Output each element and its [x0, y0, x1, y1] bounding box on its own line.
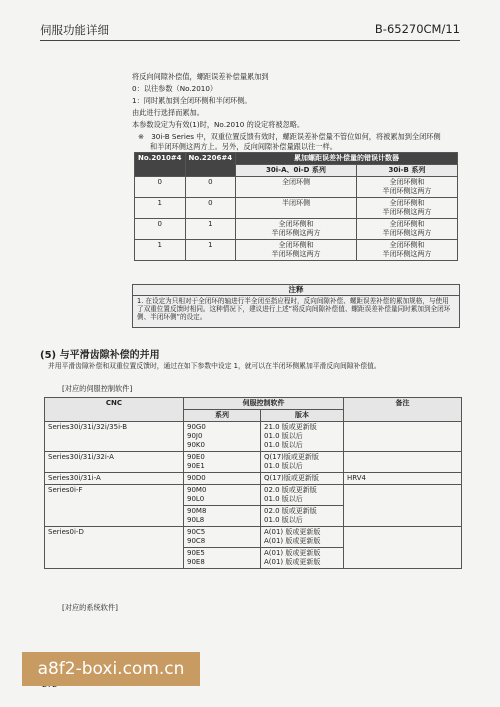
table-row: Series30i/31i/32i/35i-B 90G0 90J0 90K0 21.0 版或更新版 01.0 版以后 01.0 版以后: [45, 422, 462, 452]
watermark-banner: a8f2-boxi.com.cn: [22, 652, 200, 686]
section-title: (5) 与平滑齿隙补偿的并用: [40, 350, 160, 361]
note-title: 注释: [133, 285, 459, 296]
intro-line: 1：同时累加到全闭环侧和半闭环侧。: [132, 96, 252, 105]
intro-line: 0：以往参数（No.2010）: [132, 84, 218, 93]
col-header: 版本: [261, 410, 344, 422]
header-title: 伺服功能详细: [40, 23, 109, 37]
intro-line: 本参数设定为有效(1)时，No.2010 的设定将被忽略。: [132, 120, 305, 129]
col-header: 伺服控制软件: [184, 398, 344, 410]
col-header: 累加螺距误差补偿量的错误计数器: [236, 153, 458, 165]
compensation-table: [134, 152, 458, 261]
sub-header: 30i-A、0i-D 系列: [236, 165, 357, 177]
section-desc: 并用平滑齿隙补偿和双重位置反馈时，通过在如下参数中设定 1，就可以在半闭环侧累加平滑反向间隙补偿值。: [48, 362, 381, 370]
note-box: [132, 284, 460, 328]
table-row: Series30i/31i/32i-A 90E0 90E1 Q(17)版或更新版 01.0 版以后: [45, 452, 462, 473]
table-row: 90M8 90L8 02.0 版或更新版 01.0 版以后: [45, 506, 462, 527]
header-doc-number: B-65270CM/11: [374, 22, 460, 36]
system-software-label: [对应的系统软件]: [62, 603, 118, 612]
page-header: [40, 18, 460, 41]
intro-line: ※ 30i-B Series 中，双重位置反馈有效时，螺距误差补偿量不管位如何，将被累加到全闭环侧: [138, 132, 441, 141]
table-row: 0 0 全闭环侧 全闭环侧和 半闭环侧这两方: [135, 177, 458, 198]
table-row: 0 1 全闭环侧和 半闭环侧这两方 全闭环侧和 半闭环侧这两方: [135, 219, 458, 240]
servo-software-table: [44, 397, 462, 569]
sub-header: 30i-B 系列: [356, 165, 457, 177]
note-body: 1. 在设定为只相对于全闭环的轴进行半全闭至指应程时，反向间隙补偿、螺距误差补偿的累加规格，与使用了双重位置反馈时相同。这种情况下，建议进行上述“将反向间隙补偿值、螺距误差补偿量同时累加到全闭环侧、半闭环侧”的设定。: [137, 297, 451, 322]
table-row: Series30i/31i-A 90D0 Q(17)版或更新版 HRV4: [45, 473, 462, 485]
table-row: Series0i-D 90C5 90C8 A(01) 版或更新版 A(01) 版或更新版: [45, 527, 462, 548]
software-label: [对应的伺服控制软件]: [62, 384, 133, 393]
col-header: 系列: [184, 410, 261, 422]
col-header: No.2010#4: [135, 153, 186, 177]
intro-line: 由此进行选择而累加。: [132, 108, 204, 117]
table-row: 1 1 全闭环侧和 半闭环侧这两方 全闭环侧和 半闭环侧这两方: [135, 240, 458, 261]
table-row: Series0i-F 90M0 90L0 02.0 版或更新版 01.0 版以后: [45, 485, 462, 506]
table-row: 90E5 90E8 A(01) 版或更新版 A(01) 版或更新版: [45, 548, 462, 569]
intro-line: 和半闭环侧这两方上。另外，反向间隙补偿量跟以往一样。: [150, 142, 337, 151]
col-header: 备注: [344, 398, 462, 422]
table-row: 1 0 半闭环侧 全闭环侧和 半闭环侧这两方: [135, 198, 458, 219]
col-header: No.2206#4: [185, 153, 236, 177]
intro-line: 将反向间隙补偿值，螺距误差补偿量累加到: [132, 72, 269, 81]
col-header: CNC: [45, 398, 184, 422]
